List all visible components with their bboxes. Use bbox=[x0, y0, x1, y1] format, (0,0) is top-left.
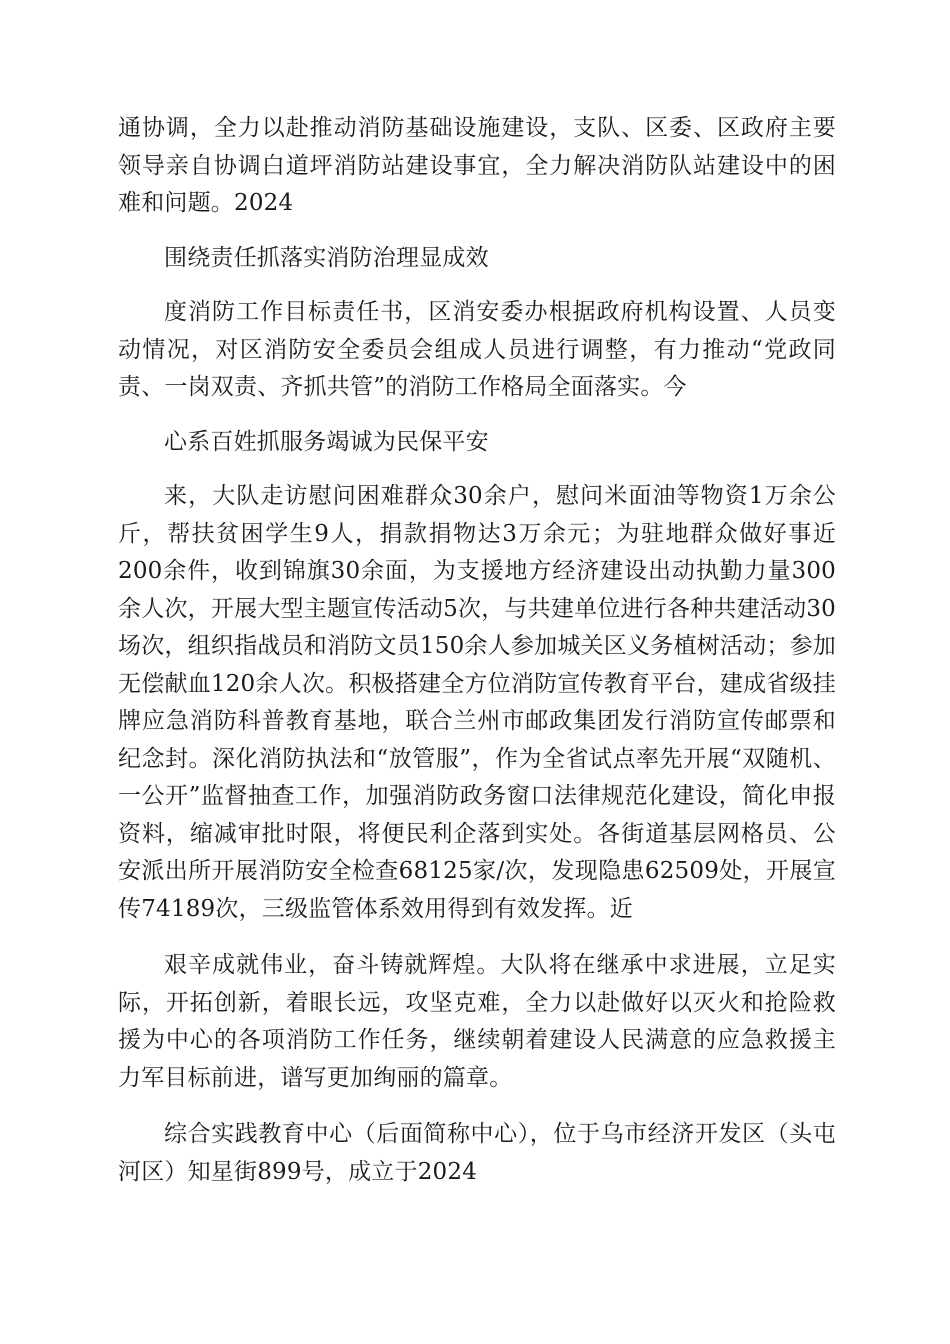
document-page bbox=[118, 110, 836, 1191]
section-heading-responsibility: 围绕责任抓落实消防治理显成效 bbox=[164, 244, 489, 271]
paragraph-1: 通协调，全力以赴推动消防基础设施建设，支队、区委、区政府主要领导亲自协调白道坪消防站建设事宜，全力解决消防队站建设中的困难和问题。2024 bbox=[118, 115, 836, 216]
paragraph-4: 艰辛成就伟业，奋斗铸就辉煌。大队将在继承中求进展，立足实际，开拓创新，着眼长远，攻坚克难，全力以赴做好以灭火和抢险救援为中心的各项消防工作任务，继续朝着建设人民满意的应急救援主力军目标前进，谱写更加绚丽的篇章。 bbox=[118, 952, 836, 1091]
paragraph-5: 综合实践教育中心（后面简称中心），位于乌市经济开发区（头屯河区）知星街899号，成立于2024 bbox=[118, 1121, 836, 1185]
paragraph-2: 度消防工作目标责任书，区消安委办根据政府机构设置、人员变动情况，对区消防安全委员会组成人员进行调整，有力推动“党政同责、一岗双责、齐抓共管”的消防工作格局全面落实。今 bbox=[118, 299, 836, 400]
paragraph-3: 来，大队走访慰问困难群众30余户，慰问米面油等物资1万余公斤，帮扶贫困学生9人，捐款捐物达3万余元；为驻地群众做好事近200余件，收到锦旗30余面，为支援地方经济建设出动执勤力量300余人次，开展大型主题宣传活动5次，与共建单位进行各种共建活动30场次，组织指战员和消防文员150余人参加城关区义务植树活动；参加无偿献血120余人次。积极搭建全方位消防宣传教育平台，建成省级挂牌应急消防科普教育基地，联合兰州市邮政集团发行消防宣传邮票和纪念封。深化消防执法和“放管服”，作为全省试点率先开展“双随机、一公开”监督抽查工作，加强消防政务窗口法律规范化建设，简化申报资料，缩减审批时限，将便民利企落到实处。各街道基层网格员、公安派出所开展消防安全检查68125家/次，发现隐患62509处，开展宣传74189次，三级监管体系效用得到有效发挥。近 bbox=[118, 483, 836, 922]
section-heading-service: 心系百姓抓服务竭诚为民保平安 bbox=[164, 428, 489, 455]
